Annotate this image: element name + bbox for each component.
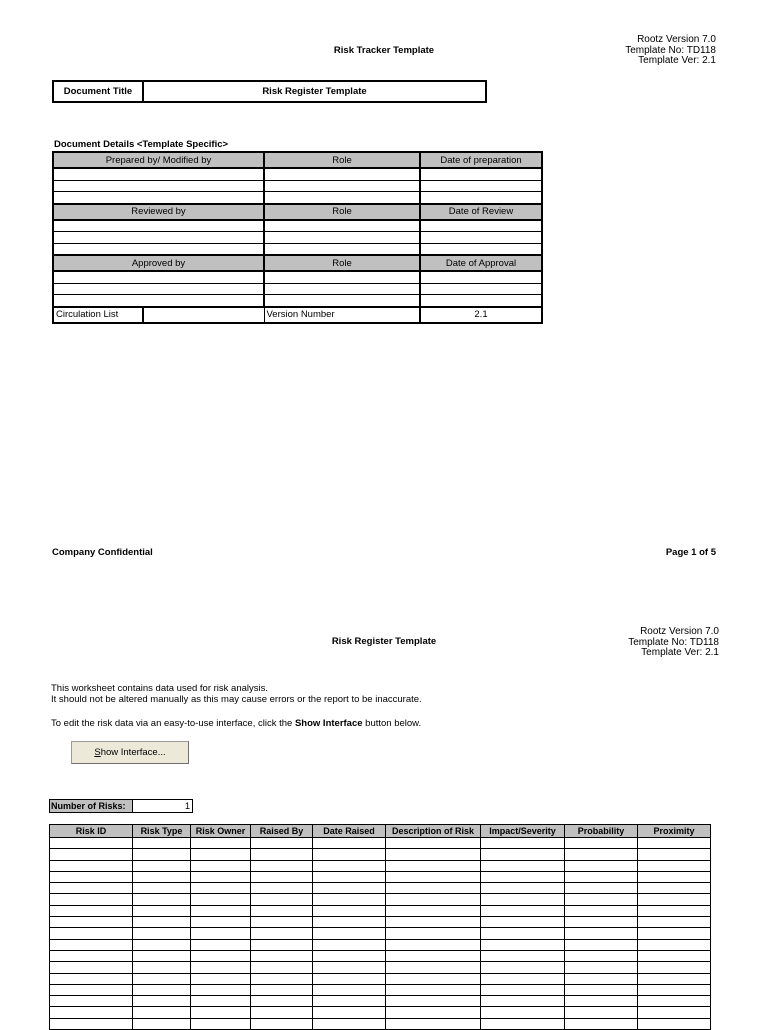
risk-column-header: Risk Type xyxy=(133,825,191,838)
prepared-by-cell[interactable] xyxy=(53,168,264,180)
show-button-accelerator: S xyxy=(94,747,101,758)
version-line: Rootz Version 7.0 xyxy=(640,626,719,637)
role-cell[interactable] xyxy=(264,180,420,192)
risk-cell[interactable] xyxy=(50,962,133,973)
risk-cell[interactable] xyxy=(565,849,638,860)
risk-cell[interactable] xyxy=(565,973,638,984)
risk-cell[interactable] xyxy=(565,950,638,961)
risk-cell[interactable] xyxy=(386,1007,481,1018)
risk-cell[interactable] xyxy=(191,984,251,995)
prepared-by-cell[interactable] xyxy=(53,180,264,192)
table-row xyxy=(50,962,711,973)
approved-by-cell[interactable] xyxy=(53,283,264,295)
risk-cell[interactable] xyxy=(481,1007,565,1018)
risk-cell[interactable] xyxy=(481,917,565,928)
edit-text-bold: Show Interface xyxy=(294,718,363,729)
risk-cell[interactable] xyxy=(386,928,481,939)
risk-cell[interactable] xyxy=(386,962,481,973)
risk-column-header: Probability xyxy=(565,825,638,838)
risk-cell[interactable] xyxy=(565,883,638,894)
date-of-review-header: Date of Review xyxy=(420,204,542,220)
version-number-label: Version Number xyxy=(264,307,420,323)
risk-cell[interactable] xyxy=(191,871,251,882)
document-title-box xyxy=(52,80,487,103)
role-cell[interactable] xyxy=(264,243,420,255)
document-details-table xyxy=(52,151,543,324)
version-info xyxy=(628,627,719,659)
risk-column-header: Description of Risk xyxy=(386,825,481,838)
risk-cell[interactable] xyxy=(251,849,313,860)
table-row xyxy=(50,1007,711,1018)
risk-cell[interactable] xyxy=(638,939,711,950)
risk-cell[interactable] xyxy=(565,984,638,995)
risk-cell[interactable] xyxy=(638,838,711,849)
edit-text-before: To edit the risk data via an easy-to-use interface, click the xyxy=(51,718,295,729)
risk-cell[interactable] xyxy=(313,939,386,950)
role-header: Role xyxy=(264,255,420,271)
risk-cell[interactable] xyxy=(638,860,711,871)
risk-cell[interactable] xyxy=(191,950,251,961)
risk-cell[interactable] xyxy=(386,973,481,984)
reviewed-by-cell[interactable] xyxy=(53,243,264,255)
intro-line: This worksheet contains data used for risk analysis. xyxy=(51,683,269,694)
role-cell[interactable] xyxy=(264,271,420,283)
risk-cell[interactable] xyxy=(565,871,638,882)
risk-cell[interactable] xyxy=(50,894,133,905)
table-row xyxy=(50,883,711,894)
role-cell[interactable] xyxy=(264,295,420,307)
date-cell[interactable] xyxy=(420,283,542,295)
risk-cell[interactable] xyxy=(133,849,191,860)
risk-cell[interactable] xyxy=(313,950,386,961)
document-details-heading: Document Details <Template Specific> xyxy=(54,139,229,150)
risk-cell[interactable] xyxy=(481,860,565,871)
risk-cell[interactable] xyxy=(481,950,565,961)
risk-cell[interactable] xyxy=(313,883,386,894)
table-row xyxy=(53,271,542,283)
risk-cell[interactable] xyxy=(638,928,711,939)
template-version-line: Template Ver: 2.1 xyxy=(641,647,719,658)
table-row xyxy=(50,838,711,849)
table-row xyxy=(53,192,542,204)
risk-cell[interactable] xyxy=(386,894,481,905)
table-row xyxy=(53,295,542,307)
risk-cell[interactable] xyxy=(191,996,251,1007)
risk-cell[interactable] xyxy=(313,962,386,973)
version-number-value[interactable]: 2.1 xyxy=(420,307,542,323)
version-info xyxy=(625,35,716,67)
prepared-by-cell[interactable] xyxy=(53,192,264,204)
date-cell[interactable] xyxy=(420,220,542,232)
risk-cell[interactable] xyxy=(638,849,711,860)
risk-cell[interactable] xyxy=(50,984,133,995)
risk-cell[interactable] xyxy=(386,939,481,950)
risk-cell[interactable] xyxy=(133,917,191,928)
risk-cell[interactable] xyxy=(50,838,133,849)
risk-cell[interactable] xyxy=(50,950,133,961)
risk-column-header: Impact/Severity xyxy=(481,825,565,838)
risk-cell[interactable] xyxy=(481,996,565,1007)
risk-cell[interactable] xyxy=(565,928,638,939)
risk-cell[interactable] xyxy=(313,928,386,939)
risk-cell[interactable] xyxy=(251,1007,313,1018)
risk-cell[interactable] xyxy=(50,905,133,916)
risk-cell[interactable] xyxy=(133,996,191,1007)
show-button-label: how Interface... xyxy=(100,747,166,758)
risk-cell[interactable] xyxy=(251,984,313,995)
risk-cell[interactable] xyxy=(386,849,481,860)
risk-cell[interactable] xyxy=(386,883,481,894)
risk-cell[interactable] xyxy=(251,973,313,984)
edit-instructions xyxy=(51,718,421,729)
risk-cell[interactable] xyxy=(191,838,251,849)
risk-cell[interactable] xyxy=(191,849,251,860)
page-title: Risk Register Template xyxy=(331,636,437,647)
risk-cell[interactable] xyxy=(191,883,251,894)
risk-cell[interactable] xyxy=(386,905,481,916)
page-number-footer: Page 1 of 5 xyxy=(665,547,716,558)
risk-cell[interactable] xyxy=(481,962,565,973)
table-row xyxy=(50,917,711,928)
reviewed-by-cell[interactable] xyxy=(53,232,264,244)
risk-cell[interactable] xyxy=(565,860,638,871)
role-header: Role xyxy=(264,152,420,168)
circulation-list-label: Circulation List xyxy=(53,307,143,323)
risk-cell[interactable] xyxy=(251,860,313,871)
table-row xyxy=(50,984,711,995)
reviewed-by-header: Reviewed by xyxy=(53,204,264,220)
risk-cell[interactable] xyxy=(638,894,711,905)
template-version-line: Template Ver: 2.1 xyxy=(638,55,716,66)
risk-cell[interactable] xyxy=(638,905,711,916)
risk-cell[interactable] xyxy=(638,871,711,882)
risk-cell[interactable] xyxy=(313,849,386,860)
role-cell[interactable] xyxy=(264,283,420,295)
risk-cell[interactable] xyxy=(313,984,386,995)
risk-cell[interactable] xyxy=(386,984,481,995)
risk-table-body xyxy=(50,838,711,1030)
page-title: Risk Tracker Template xyxy=(333,45,435,56)
risk-cell[interactable] xyxy=(251,950,313,961)
risk-cell[interactable] xyxy=(50,928,133,939)
risk-cell[interactable] xyxy=(133,928,191,939)
document-title-value[interactable]: Risk Register Template xyxy=(262,86,367,97)
risk-cell[interactable] xyxy=(133,950,191,961)
table-row xyxy=(53,243,542,255)
company-confidential-footer: Company Confidential xyxy=(52,547,153,558)
risk-cell[interactable] xyxy=(638,984,711,995)
risk-cell[interactable] xyxy=(481,939,565,950)
table-row xyxy=(53,232,542,244)
risk-cell[interactable] xyxy=(191,928,251,939)
risk-cell[interactable] xyxy=(386,917,481,928)
risk-cell[interactable] xyxy=(191,917,251,928)
risk-cell[interactable] xyxy=(638,1007,711,1018)
risk-cell[interactable] xyxy=(133,871,191,882)
approved-by-header: Approved by xyxy=(53,255,264,271)
risk-cell[interactable] xyxy=(251,871,313,882)
risk-cell[interactable] xyxy=(251,917,313,928)
risk-cell[interactable] xyxy=(50,883,133,894)
table-row xyxy=(50,849,711,860)
role-cell[interactable] xyxy=(264,192,420,204)
circulation-list-value[interactable] xyxy=(143,307,264,323)
risk-column-header: Date Raised xyxy=(313,825,386,838)
risk-cell[interactable] xyxy=(313,996,386,1007)
risk-cell[interactable] xyxy=(313,917,386,928)
risk-cell[interactable] xyxy=(386,860,481,871)
risk-cell[interactable] xyxy=(133,962,191,973)
risk-cell[interactable] xyxy=(565,838,638,849)
table-row xyxy=(50,860,711,871)
risk-cell[interactable] xyxy=(565,962,638,973)
risk-cell[interactable] xyxy=(638,883,711,894)
risk-cell[interactable] xyxy=(481,973,565,984)
table-row xyxy=(50,950,711,961)
date-cell[interactable] xyxy=(420,168,542,180)
risk-cell[interactable] xyxy=(133,939,191,950)
risk-cell[interactable] xyxy=(133,860,191,871)
date-cell[interactable] xyxy=(420,243,542,255)
risk-cell[interactable] xyxy=(313,871,386,882)
risk-cell[interactable] xyxy=(50,917,133,928)
risk-cell[interactable] xyxy=(133,1007,191,1018)
date-of-preparation-header: Date of preparation xyxy=(420,152,542,168)
risk-cell[interactable] xyxy=(565,894,638,905)
risk-column-header: Risk Owner xyxy=(191,825,251,838)
risk-cell[interactable] xyxy=(133,894,191,905)
risk-cell[interactable] xyxy=(481,871,565,882)
risk-cell[interactable] xyxy=(251,905,313,916)
template-number-line: Template No: TD118 xyxy=(628,636,719,648)
prepared-by-header: Prepared by/ Modified by xyxy=(53,152,264,168)
risk-cell[interactable] xyxy=(313,860,386,871)
risk-cell[interactable] xyxy=(251,894,313,905)
risk-cell[interactable] xyxy=(50,996,133,1007)
date-cell[interactable] xyxy=(420,180,542,192)
risk-cell[interactable] xyxy=(191,894,251,905)
role-cell[interactable] xyxy=(264,232,420,244)
risk-cell[interactable] xyxy=(191,1007,251,1018)
risk-cell[interactable] xyxy=(133,984,191,995)
date-of-approval-header: Date of Approval xyxy=(420,255,542,271)
risk-cell[interactable] xyxy=(313,1007,386,1018)
approved-by-cell[interactable] xyxy=(53,295,264,307)
table-row xyxy=(50,973,711,984)
risk-cell[interactable] xyxy=(638,973,711,984)
show-interface-button[interactable] xyxy=(71,741,189,764)
risk-cell[interactable] xyxy=(50,939,133,950)
risk-cell[interactable] xyxy=(481,894,565,905)
risk-cell[interactable] xyxy=(313,973,386,984)
risk-cell[interactable] xyxy=(565,939,638,950)
risk-cell[interactable] xyxy=(133,838,191,849)
risk-cell[interactable] xyxy=(133,905,191,916)
table-row xyxy=(53,220,542,232)
date-cell[interactable] xyxy=(420,192,542,204)
risk-cell[interactable] xyxy=(50,849,133,860)
risk-cell[interactable] xyxy=(386,871,481,882)
approved-by-cell[interactable] xyxy=(53,271,264,283)
date-cell[interactable] xyxy=(420,295,542,307)
risk-cell[interactable] xyxy=(313,894,386,905)
number-of-risks-box xyxy=(49,799,193,813)
risk-column-header: Risk ID xyxy=(50,825,133,838)
risk-cell[interactable] xyxy=(251,838,313,849)
risk-cell[interactable] xyxy=(251,883,313,894)
risk-cell[interactable] xyxy=(313,838,386,849)
risk-column-header: Raised By xyxy=(251,825,313,838)
role-cell[interactable] xyxy=(264,168,420,180)
risk-cell[interactable] xyxy=(133,973,191,984)
table-row xyxy=(50,905,711,916)
risk-register-table xyxy=(49,824,711,1030)
risk-cell[interactable] xyxy=(565,917,638,928)
risk-cell[interactable] xyxy=(638,962,711,973)
risk-cell[interactable] xyxy=(50,1007,133,1018)
table-row xyxy=(50,996,711,1007)
risk-cell[interactable] xyxy=(191,973,251,984)
table-row xyxy=(50,871,711,882)
reviewed-by-cell[interactable] xyxy=(53,220,264,232)
risk-cell[interactable] xyxy=(481,838,565,849)
risk-cell[interactable] xyxy=(133,883,191,894)
risk-cell[interactable] xyxy=(481,984,565,995)
risk-cell[interactable] xyxy=(313,905,386,916)
risk-cell[interactable] xyxy=(481,849,565,860)
risk-cell[interactable] xyxy=(565,996,638,1007)
risk-cell[interactable] xyxy=(565,905,638,916)
risk-cell[interactable] xyxy=(386,838,481,849)
risk-cell[interactable] xyxy=(191,860,251,871)
risk-cell[interactable] xyxy=(386,950,481,961)
version-line: Rootz Version 7.0 xyxy=(637,34,716,45)
risk-cell[interactable] xyxy=(481,928,565,939)
document-title-label: Document Title xyxy=(53,81,143,102)
risk-cell[interactable] xyxy=(386,996,481,1007)
table-row xyxy=(50,939,711,950)
risk-column-header: Proximity xyxy=(638,825,711,838)
edit-text-after: button below. xyxy=(362,718,422,729)
risk-cell[interactable] xyxy=(638,996,711,1007)
risk-cell[interactable] xyxy=(50,860,133,871)
risk-cell[interactable] xyxy=(565,1007,638,1018)
risk-table-header xyxy=(50,825,711,838)
risk-cell[interactable] xyxy=(191,939,251,950)
risk-cell[interactable] xyxy=(251,962,313,973)
risk-cell[interactable] xyxy=(251,928,313,939)
table-row xyxy=(50,928,711,939)
risk-cell[interactable] xyxy=(191,905,251,916)
table-row xyxy=(53,168,542,180)
date-cell[interactable] xyxy=(420,271,542,283)
risk-cell[interactable] xyxy=(50,973,133,984)
number-of-risks-label: Number of Risks: xyxy=(50,800,133,813)
risk-cell[interactable] xyxy=(638,950,711,961)
intro-line: It should not be altered manually as this may cause errors or the report to be inaccurate. xyxy=(51,694,422,705)
risk-cell[interactable] xyxy=(50,871,133,882)
table-row xyxy=(53,283,542,295)
risk-cell[interactable] xyxy=(481,905,565,916)
risk-cell[interactable] xyxy=(638,917,711,928)
table-row xyxy=(53,180,542,192)
role-header: Role xyxy=(264,204,420,220)
date-cell[interactable] xyxy=(420,232,542,244)
number-of-risks-value[interactable]: 1 xyxy=(184,801,190,811)
risk-cell[interactable] xyxy=(481,883,565,894)
risk-cell[interactable] xyxy=(251,939,313,950)
template-number-line: Template No: TD118 xyxy=(625,44,716,56)
role-cell[interactable] xyxy=(264,220,420,232)
table-row xyxy=(50,894,711,905)
risk-cell[interactable] xyxy=(191,962,251,973)
risk-cell[interactable] xyxy=(251,996,313,1007)
